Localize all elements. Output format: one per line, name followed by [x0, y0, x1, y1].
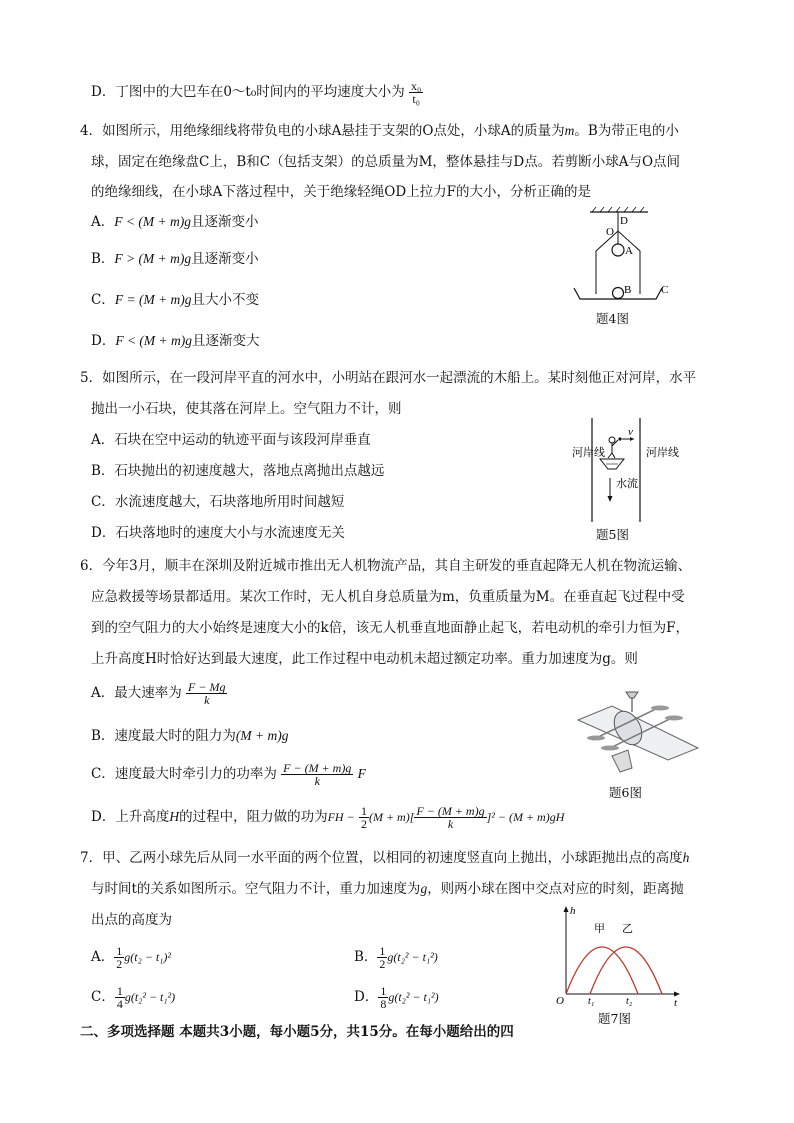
- q7-option-b: B． $\frac{1}{2}$ g(t₂² − t₁²): [354, 944, 438, 971]
- q4-label-b: B: [624, 284, 632, 296]
- q6-line3: 到的空气阻力的大小始终是速度大小的k倍，该无人机垂直地面静止起飞，若电动机的牵引力恒为F，: [91, 620, 690, 636]
- q4-label-c: C: [661, 284, 669, 296]
- q5-flow-label: 水流: [616, 477, 638, 490]
- q5-left-bank-label: 河岸线: [572, 446, 605, 459]
- q5-right-bank-label: 河岸线: [646, 446, 679, 459]
- q7-option-c: C． $\frac{1}{4}$ g(t₂² − t₁²): [91, 984, 176, 1011]
- q7-option-a: A． $\frac{1}{2}$ g(t₂ − t₁)²: [91, 944, 171, 971]
- q7-origin: O: [556, 995, 564, 1007]
- q7-line1: 7．甲、乙两小球先后从同一水平面的两个位置，以相同的初速度竖直向上抛出，小球距抛出点的高度h: [80, 850, 690, 866]
- q6-option-b: B．速度最大时的阻力为(M + m)g: [91, 728, 289, 744]
- q5-option-c: C．水流速度越大，石块落地所用时间越短: [91, 494, 345, 510]
- q4-line3: 的绝缘细线，在小球A下落过程中，关于绝缘轻绳OD上拉力F的大小，分析正确的是: [91, 184, 592, 200]
- q4-option-d: D．F < (M + m)g且逐渐变大: [91, 333, 260, 349]
- q7-axis-t: t: [674, 997, 678, 1009]
- q7-caption: 题7图: [598, 1011, 631, 1026]
- svg-text:河岸线: [572, 445, 605, 459]
- q6-option-d: D．上升高度H的过程中，阻力做的功为FH − $\frac{1}{2}$ (M + m)[ $\frac{F - (M + m)g}{k}$ ]² − (M + m)gH: [91, 804, 565, 831]
- q4-label-d: D: [620, 215, 628, 227]
- q4-option-a: A．F < (M + m)g且逐渐变小: [91, 214, 259, 230]
- svg-text:河岸线: [646, 445, 679, 459]
- q4-line2: 球，固定在绝缘盘C上，B和C（包括支架）的总质量为M，整体悬挂与D点。若剪断小球A与O点间: [91, 154, 681, 170]
- q5-option-b: B．石块抛出的初速度越大，落地点离抛出点越远: [91, 463, 385, 479]
- svg-text:水流: [616, 476, 638, 490]
- section-2-heading: 二、多项选择题 本题共3小题，每小题5分，共15分。在每小题给出的四: [80, 1024, 514, 1040]
- q4-figure: [568, 206, 678, 306]
- q5-velocity-label: v: [628, 426, 633, 438]
- q6-line1: 6．今年3月，顺丰在深圳及附近城市推出无人机物流产品，其自主研发的垂直起降无人机在物流运输、: [80, 558, 692, 574]
- q7-label-yi: 乙: [622, 922, 633, 935]
- q5-caption: 题5图: [596, 527, 629, 542]
- q4-label-a: A: [625, 245, 633, 257]
- q5-option-d: D．石块落地时的速度大小与水流速度无关: [91, 525, 345, 541]
- q5-option-a: A．石块在空中运动的轨迹平面与该段河岸垂直: [91, 432, 371, 448]
- q4-caption: 题4图: [596, 311, 629, 326]
- q5-line2: 抛出一小石块，使其落在河岸上。空气阻力不计，则: [91, 401, 402, 417]
- q7-t1: t₁: [588, 996, 595, 1007]
- q6-line2: 应急救援等场景都适用。某次工作时，无人机自身总质量为m，负重质量为M。在垂直起飞过程中受: [91, 589, 685, 605]
- q7-label-jia: 甲: [594, 922, 605, 935]
- q4-option-b: B．F > (M + m)g且逐渐变小: [91, 251, 259, 267]
- q4-line1: 4．如图所示，用绝缘细线将带负电的小球A悬挂于支架的O点处，小球A的质量为m。B为带正电的小: [80, 123, 679, 139]
- q4-label-o: O: [606, 226, 614, 238]
- q7-option-d: D． $\frac{1}{8}$ g(t₂² − t₁²): [354, 984, 439, 1011]
- q5-figure: [566, 416, 679, 524]
- q6-option-c: C．速度最大时牵引力的功率为 $\frac{F - (M + m)g}{k}$ F: [91, 761, 366, 788]
- q7-line2: 与时间t的关系如图所示。空气阻力不计，重力加速度为g，则两小球在图中交点对应的时刻，距离抛: [91, 881, 684, 897]
- q7-graph: [552, 902, 682, 1009]
- q7-axis-h: h: [570, 905, 576, 917]
- q3-fraction: $\frac{\text{x₀}}{\text{t₀}}$: [411, 79, 422, 106]
- q6-drone-figure: [572, 686, 702, 778]
- q7-line3: 出点的高度为: [91, 912, 172, 928]
- q6-option-a: A．最大速率为 $\frac{F - Mg}{k}$: [91, 680, 226, 707]
- q4-option-c: C．F = (M + m)g且大小不变: [91, 292, 260, 308]
- q3-option-d: D．丁图中的大巴车在0～t₀时间内的平均速度大小为 $\frac{\text{x₀}}{\text{t₀}}$: [91, 79, 422, 106]
- q6-line4: 上升高度H时恰好达到最大速度，此工作过程中电动机未超过额定功率。重力加速度为g。则: [91, 651, 638, 667]
- q6-caption: 题6图: [609, 785, 642, 800]
- q7-t2: t₂: [626, 996, 633, 1007]
- q5-line1: 5．如图所示，在一段河岸平直的河水中，小明站在跟河水一起漂流的木船上。某时刻他正对河岸，水平: [80, 370, 697, 386]
